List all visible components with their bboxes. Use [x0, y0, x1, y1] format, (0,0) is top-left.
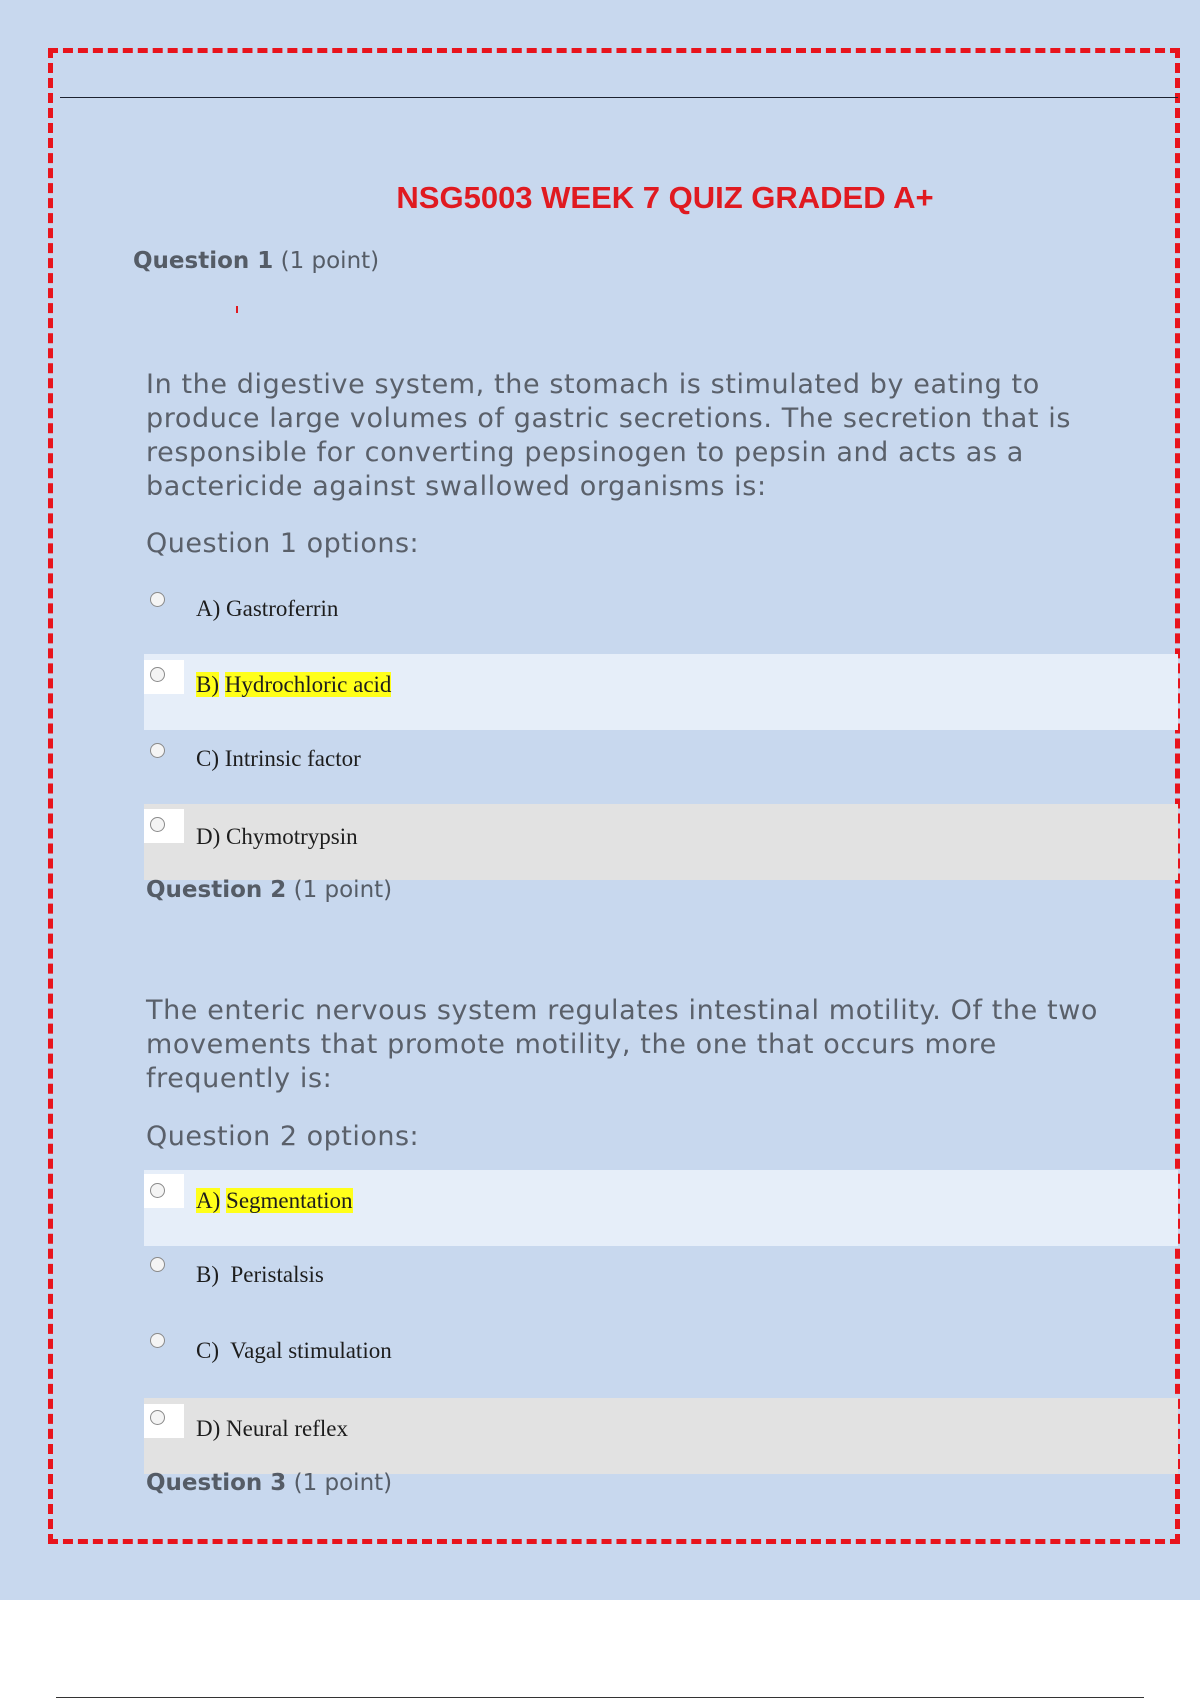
question-1-points: (1 point): [280, 248, 380, 274]
question-1-option-b[interactable]: [144, 654, 1178, 730]
radio-button-icon[interactable]: [150, 667, 165, 682]
option-text: B) Peristalsis: [196, 1262, 324, 1287]
radio-button-icon[interactable]: [150, 1257, 165, 1272]
question-3-points: (1 point): [293, 1470, 393, 1496]
question-2-option-c[interactable]: [144, 1322, 1178, 1398]
question-2-option-a[interactable]: [144, 1170, 1178, 1246]
answer-highlight: A): [196, 1188, 221, 1213]
option-text: C) Intrinsic factor: [196, 746, 361, 771]
option-text: C) Vagal stimulation: [196, 1338, 392, 1363]
question-1-options-label: Question 1 options:: [146, 528, 420, 559]
question-1-option-a[interactable]: [144, 570, 1178, 646]
radio-button-icon[interactable]: [150, 1333, 165, 1348]
document-title: NSG5003 WEEK 7 QUIZ GRADED A+: [396, 180, 934, 215]
question-2-number: Question 2: [146, 877, 287, 903]
option-text: A) Gastroferrin: [196, 596, 339, 621]
radio-button-icon[interactable]: [150, 1183, 165, 1198]
header-rule: [60, 97, 1178, 98]
option-text: [196, 672, 391, 698]
answer-highlight: B): [196, 672, 219, 697]
option-text: D) Chymotrypsin: [196, 824, 358, 849]
question-2-options-label: Question 2 options:: [146, 1121, 420, 1152]
radio-button-icon[interactable]: [150, 592, 165, 607]
radio-button-icon[interactable]: [150, 743, 165, 758]
footer-rule: [56, 1697, 1144, 1698]
question-2-option-b[interactable]: [144, 1246, 1178, 1322]
answer-highlight: Segmentation: [226, 1188, 353, 1213]
question-1-option-c[interactable]: [144, 730, 1178, 806]
red-tick-mark: [236, 306, 238, 313]
question-3-number: Question 3: [146, 1470, 287, 1496]
question-2-text: The enteric nervous system regulates intestinal motility. Of the two movements that promote motility, the one that occurs more frequently is:: [146, 995, 1099, 1094]
option-text: [196, 1188, 353, 1214]
question-1-header: [133, 248, 379, 274]
answer-highlight: Hydrochloric acid: [224, 672, 392, 697]
question-1-option-d[interactable]: [144, 804, 1178, 880]
radio-button-icon[interactable]: [150, 1410, 165, 1425]
radio-button-icon[interactable]: [150, 817, 165, 832]
question-1-number: Question 1: [133, 248, 274, 274]
option-text: D) Neural reflex: [196, 1416, 348, 1441]
question-2-header: [146, 877, 392, 903]
question-2-option-d[interactable]: [144, 1398, 1178, 1474]
question-1-text: In the digestive system, the stomach is stimulated by eating to produce large volumes of gastric secretions. The secretion that is responsible for converting pepsinogen to pepsin and acts as a bactericide against swallowed organisms is:: [146, 369, 1072, 502]
question-3-header: [146, 1470, 392, 1496]
question-2-points: (1 point): [293, 877, 393, 903]
